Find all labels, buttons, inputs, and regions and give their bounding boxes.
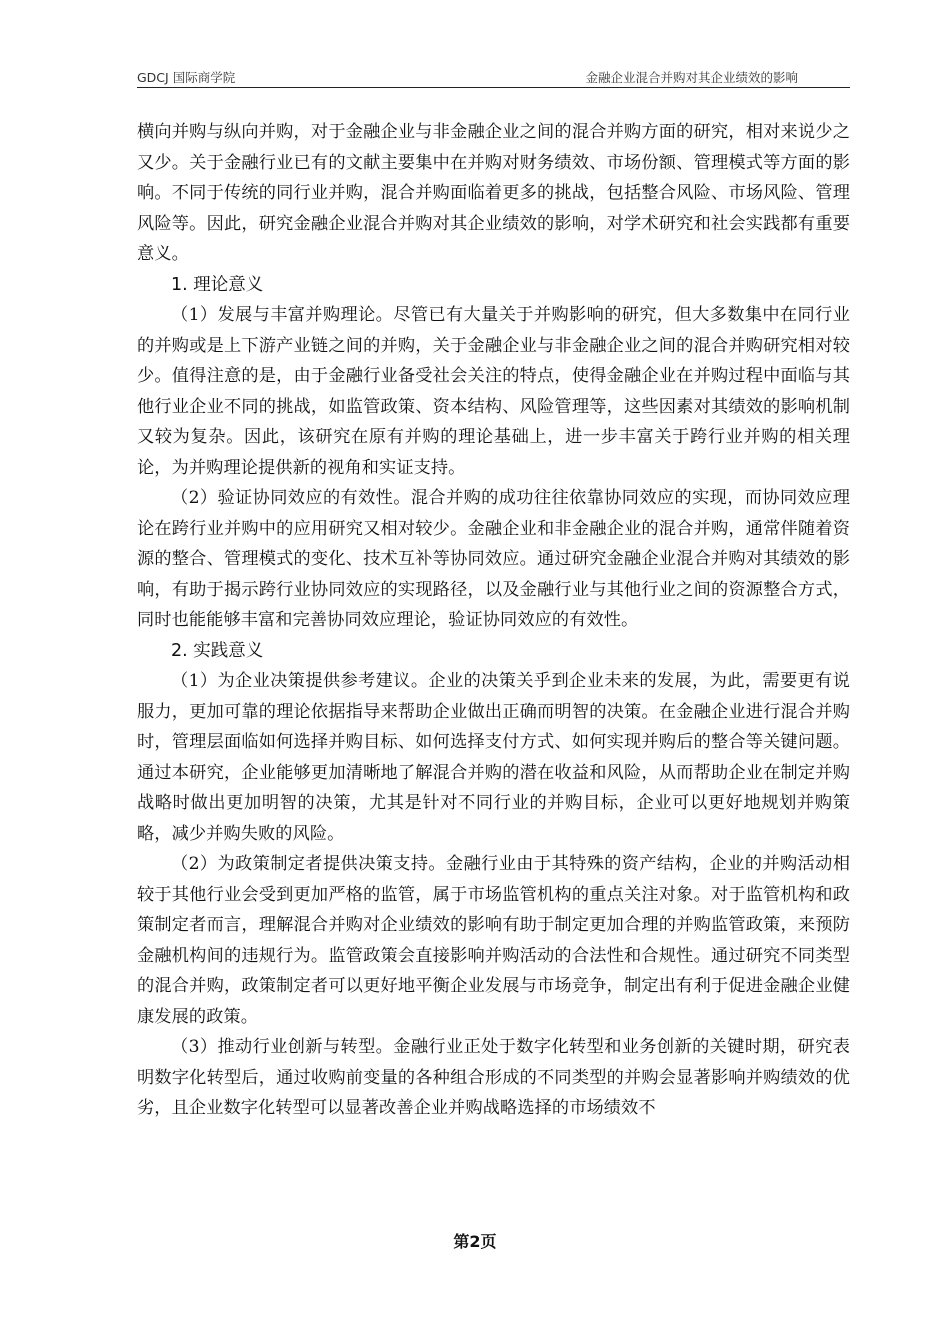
theory-paragraph-1: （1）发展与丰富并购理论。尽管已有大量关于并购影响的研究，但大多数集中在同行业的并购或是上下游产业链之间的并购，关于金融企业与非金融企业之间的混合并购研究相对较少。值得注意的是，由于金融行业备受社会关注的特点，使得金融企业在并购过程中面临与其他行业企业不同的挑战，如监管政策、资本结构、风险管理等，这些因素对其绩效的影响机制又较为复杂。因此，该研究在原有并购的理论基础上，进一步丰富关于跨行业并购的相关理论，为并购理论提供新的视角和实证支持。 [137, 305, 850, 478]
section-heading-theory: 1. 理论意义 [171, 274, 264, 295]
header-institution: GDCJ 国际商学院 [137, 70, 236, 85]
practice-paragraph-1: （1）为企业决策提供参考建议。企业的决策关乎到企业未来的发展，为此，需要更有说服力，更加可靠的理论依据指导来帮助企业做出正确而明智的决策。在金融企业进行混合并购时，管理层面临如何选择并购目标、如何选择支付方式、如何实现并购后的整合等关键问题。通过本研究，企业能够更加清晰地了解混合并购的潜在收益和风险，从而帮助企业在制定并购战略时做出更加明智的决策，尤其是针对不同行业的并购目标，企业可以更好地规划并购策略，减少并购失败的风险。 [137, 671, 850, 844]
theory-paragraph-2: （2）验证协同效应的有效性。混合并购的成功往往依靠协同效应的实现，而协同效应理论在跨行业并购中的应用研究又相对较少。金融企业和非金融企业的混合并购，通常伴随着资源的整合、管理模式的变化、技术互补等协同效应。通过研究金融企业混合并购对其绩效的影响，有助于揭示跨行业协同效应的实现路径，以及金融行业与其他行业之间的资源整合方式，同时也能能够丰富和完善协同效应理论，验证协同效应的有效性。 [137, 488, 850, 630]
page-number: 第2页 [453, 1232, 497, 1251]
header-document-title: 金融企业混合并购对其企业绩效的影响 [585, 70, 798, 85]
document-body [137, 117, 850, 1124]
section-heading-practice: 2. 实践意义 [171, 640, 264, 661]
practice-paragraph-2: （2）为政策制定者提供决策支持。金融行业由于其特殊的资产结构，企业的并购活动相较于其他行业会受到更加严格的监管，属于市场监管机构的重点关注对象。对于监管机构和政策制定者而言，理解混合并购对企业绩效的影响有助于制定更加合理的并购监管政策，来预防金融机构间的违规行为。监管政策会直接影响并购活动的合法性和合规性。通过研究不同类型的混合并购，政策制定者可以更好地平衡企业发展与市场竞争，制定出有利于促进金融企业健康发展的政策。 [137, 854, 850, 1027]
intro-paragraph: 横向并购与纵向并购，对于金融企业与非金融企业之间的混合并购方面的研究，相对来说少之又少。关于金融行业已有的文献主要集中在并购对财务绩效、市场份额、管理模式等方面的影响。不同于传统的同行业并购，混合并购面临着更多的挑战，包括整合风险、市场风险、管理风险等。因此，研究金融企业混合并购对其企业绩效的影响，对学术研究和社会实践都有重要意义。 [137, 122, 850, 264]
practice-paragraph-3: （3）推动行业创新与转型。金融行业正处于数字化转型和业务创新的关键时期，研究表明数字化转型后，通过收购前变量的各种组合形成的不同类型的并购会显著影响并购绩效的优劣，且企业数字化转型可以显著改善企业并购战略选择的市场绩效不 [137, 1037, 850, 1118]
page-header [137, 68, 850, 88]
